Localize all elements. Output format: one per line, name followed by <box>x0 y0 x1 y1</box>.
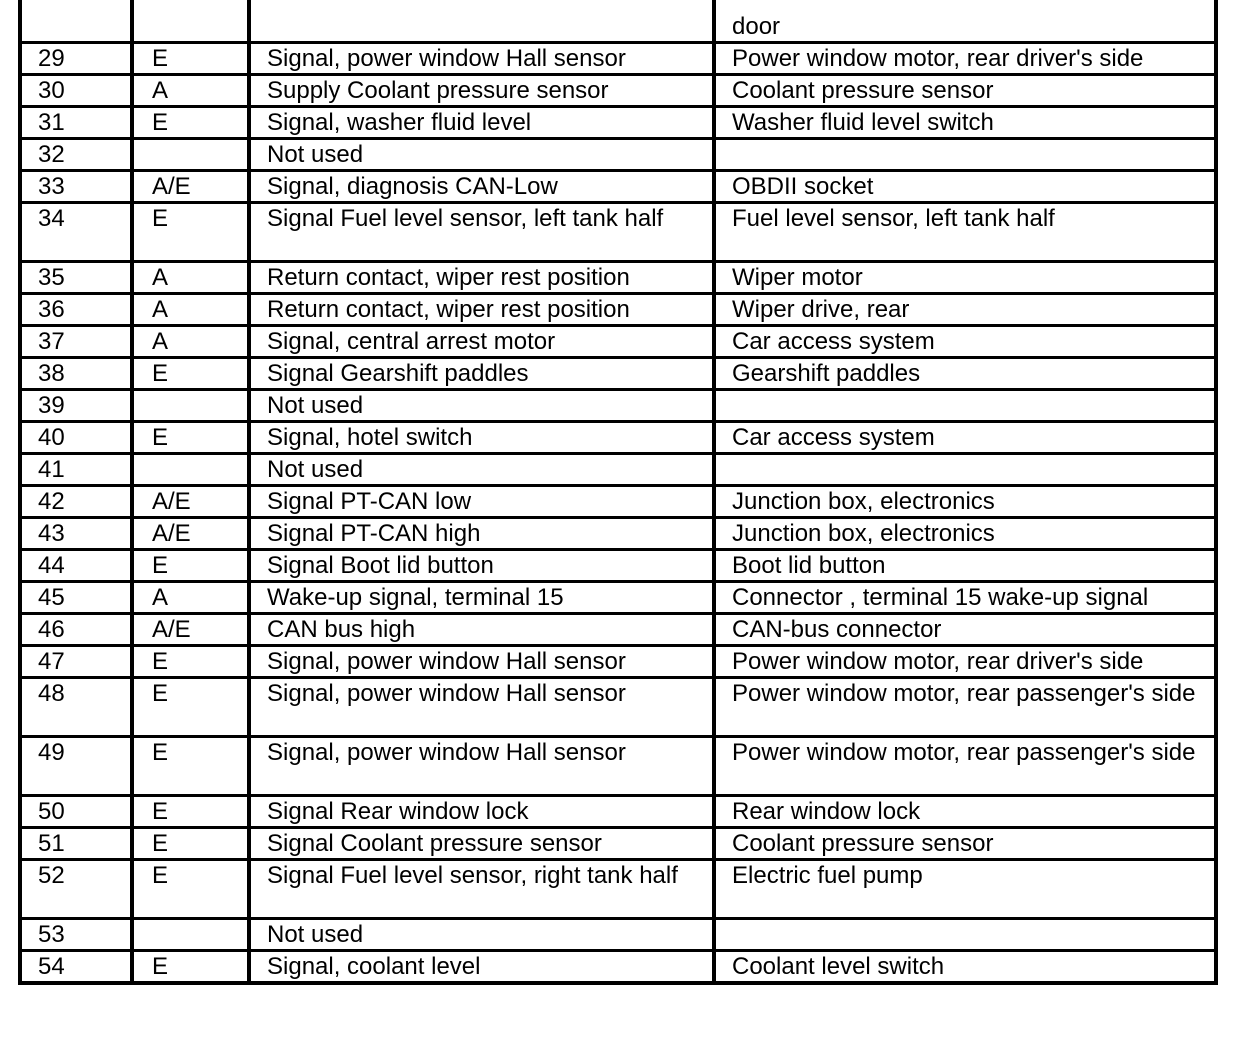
component-cell: Electric fuel pump <box>714 860 1216 919</box>
description-cell: Signal PT-CAN low <box>249 486 714 518</box>
table-row <box>20 390 1216 422</box>
pin-number-cell: 53 <box>20 919 132 951</box>
direction-cell <box>132 0 249 43</box>
pin-number-cell: 52 <box>20 860 132 919</box>
component-cell: Washer fluid level switch <box>714 107 1216 139</box>
pin-number-cell: 45 <box>20 582 132 614</box>
direction-cell: A <box>132 582 249 614</box>
component-cell: Power window motor, rear passenger's side <box>714 737 1216 796</box>
component-cell <box>714 454 1216 486</box>
description-cell: Signal Fuel level sensor, right tank half <box>249 860 714 919</box>
table-row <box>20 454 1216 486</box>
table-row <box>20 646 1216 678</box>
component-cell: Car access system <box>714 422 1216 454</box>
pin-number-cell: 35 <box>20 262 132 294</box>
pin-number-cell: 48 <box>20 678 132 737</box>
direction-cell: E <box>132 737 249 796</box>
description-cell: Signal Gearshift paddles <box>249 358 714 390</box>
pin-number-cell <box>20 0 132 43</box>
table-row <box>20 518 1216 550</box>
pin-number-cell: 34 <box>20 203 132 262</box>
direction-cell: E <box>132 550 249 582</box>
direction-cell <box>132 139 249 171</box>
component-cell <box>714 139 1216 171</box>
component-cell <box>714 919 1216 951</box>
component-cell: Connector , terminal 15 wake-up signal <box>714 582 1216 614</box>
direction-cell: E <box>132 203 249 262</box>
pin-number-cell: 32 <box>20 139 132 171</box>
description-cell: Signal, power window Hall sensor <box>249 678 714 737</box>
pin-number-cell: 39 <box>20 390 132 422</box>
pin-assignment-page <box>18 0 1214 985</box>
pin-number-cell: 31 <box>20 107 132 139</box>
description-cell: Signal, power window Hall sensor <box>249 646 714 678</box>
pin-number-cell: 40 <box>20 422 132 454</box>
description-cell: Return contact, wiper rest position <box>249 294 714 326</box>
table-row <box>20 326 1216 358</box>
component-cell: Wiper motor <box>714 262 1216 294</box>
description-cell: Signal, hotel switch <box>249 422 714 454</box>
description-cell: CAN bus high <box>249 614 714 646</box>
direction-cell: E <box>132 678 249 737</box>
pin-number-cell: 38 <box>20 358 132 390</box>
description-cell: Signal, power window Hall sensor <box>249 43 714 75</box>
direction-cell <box>132 454 249 486</box>
description-cell: Signal, coolant level <box>249 951 714 984</box>
description-cell: Supply Coolant pressure sensor <box>249 75 714 107</box>
direction-cell: A/E <box>132 518 249 550</box>
description-cell: Signal PT-CAN high <box>249 518 714 550</box>
direction-cell: E <box>132 796 249 828</box>
direction-cell: A/E <box>132 614 249 646</box>
pin-number-cell: 41 <box>20 454 132 486</box>
table-row <box>20 262 1216 294</box>
component-cell: Power window motor, rear driver's side <box>714 646 1216 678</box>
component-cell: Fuel level sensor, left tank half <box>714 203 1216 262</box>
component-cell: Junction box, electronics <box>714 486 1216 518</box>
component-cell: CAN-bus connector <box>714 614 1216 646</box>
table-row <box>20 737 1216 796</box>
direction-cell <box>132 919 249 951</box>
direction-cell: E <box>132 422 249 454</box>
pin-number-cell: 42 <box>20 486 132 518</box>
direction-cell: A/E <box>132 486 249 518</box>
pin-assignment-table <box>18 0 1218 985</box>
description-cell: Not used <box>249 454 714 486</box>
table-row <box>20 828 1216 860</box>
table-row <box>20 614 1216 646</box>
pin-number-cell: 36 <box>20 294 132 326</box>
description-cell: Wake-up signal, terminal 15 <box>249 582 714 614</box>
direction-cell: E <box>132 828 249 860</box>
table-row <box>20 75 1216 107</box>
direction-cell: E <box>132 951 249 984</box>
pin-number-cell: 37 <box>20 326 132 358</box>
description-cell: Signal Boot lid button <box>249 550 714 582</box>
pin-table-body <box>20 0 1216 983</box>
component-cell: Power window motor, rear driver's side <box>714 43 1216 75</box>
component-cell: Boot lid button <box>714 550 1216 582</box>
component-cell: Rear window lock <box>714 796 1216 828</box>
table-row <box>20 139 1216 171</box>
pin-number-cell: 54 <box>20 951 132 984</box>
component-cell: Junction box, electronics <box>714 518 1216 550</box>
pin-number-cell: 30 <box>20 75 132 107</box>
direction-cell: E <box>132 358 249 390</box>
direction-cell: A <box>132 262 249 294</box>
description-cell: Not used <box>249 919 714 951</box>
direction-cell: E <box>132 646 249 678</box>
direction-cell: A <box>132 75 249 107</box>
component-cell: OBDII socket <box>714 171 1216 203</box>
description-cell: Signal, diagnosis CAN-Low <box>249 171 714 203</box>
component-cell: Coolant pressure sensor <box>714 75 1216 107</box>
pin-number-cell: 49 <box>20 737 132 796</box>
direction-cell <box>132 390 249 422</box>
pin-number-cell: 29 <box>20 43 132 75</box>
description-cell: Signal, power window Hall sensor <box>249 737 714 796</box>
table-row <box>20 486 1216 518</box>
pin-number-cell: 47 <box>20 646 132 678</box>
description-cell: Signal Fuel level sensor, left tank half <box>249 203 714 262</box>
direction-cell: A/E <box>132 171 249 203</box>
table-row <box>20 107 1216 139</box>
description-cell: Not used <box>249 390 714 422</box>
direction-cell: A <box>132 294 249 326</box>
table-row <box>20 951 1216 984</box>
pin-number-cell: 33 <box>20 171 132 203</box>
pin-number-cell: 50 <box>20 796 132 828</box>
direction-cell: E <box>132 860 249 919</box>
table-row <box>20 860 1216 919</box>
table-row <box>20 43 1216 75</box>
component-cell: Coolant pressure sensor <box>714 828 1216 860</box>
description-cell: Return contact, wiper rest position <box>249 262 714 294</box>
component-cell: Wiper drive, rear <box>714 294 1216 326</box>
direction-cell: A <box>132 326 249 358</box>
component-cell: Car access system <box>714 326 1216 358</box>
table-row <box>20 203 1216 262</box>
table-row <box>20 582 1216 614</box>
component-cell: Power window motor, rear passenger's side <box>714 678 1216 737</box>
table-row <box>20 422 1216 454</box>
table-row <box>20 796 1216 828</box>
description-cell <box>249 0 714 43</box>
pin-number-cell: 43 <box>20 518 132 550</box>
pin-number-cell: 46 <box>20 614 132 646</box>
table-row <box>20 171 1216 203</box>
direction-cell: E <box>132 107 249 139</box>
component-cell: Coolant level switch <box>714 951 1216 984</box>
description-cell: Signal Rear window lock <box>249 796 714 828</box>
table-row <box>20 294 1216 326</box>
component-cell: door <box>714 0 1216 43</box>
pin-number-cell: 51 <box>20 828 132 860</box>
description-cell: Signal, washer fluid level <box>249 107 714 139</box>
description-cell: Not used <box>249 139 714 171</box>
table-row <box>20 0 1216 43</box>
pin-number-cell: 44 <box>20 550 132 582</box>
description-cell: Signal Coolant pressure sensor <box>249 828 714 860</box>
table-row <box>20 550 1216 582</box>
description-cell: Signal, central arrest motor <box>249 326 714 358</box>
component-cell: Gearshift paddles <box>714 358 1216 390</box>
component-cell <box>714 390 1216 422</box>
table-row <box>20 919 1216 951</box>
direction-cell: E <box>132 43 249 75</box>
table-row <box>20 358 1216 390</box>
table-row <box>20 678 1216 737</box>
